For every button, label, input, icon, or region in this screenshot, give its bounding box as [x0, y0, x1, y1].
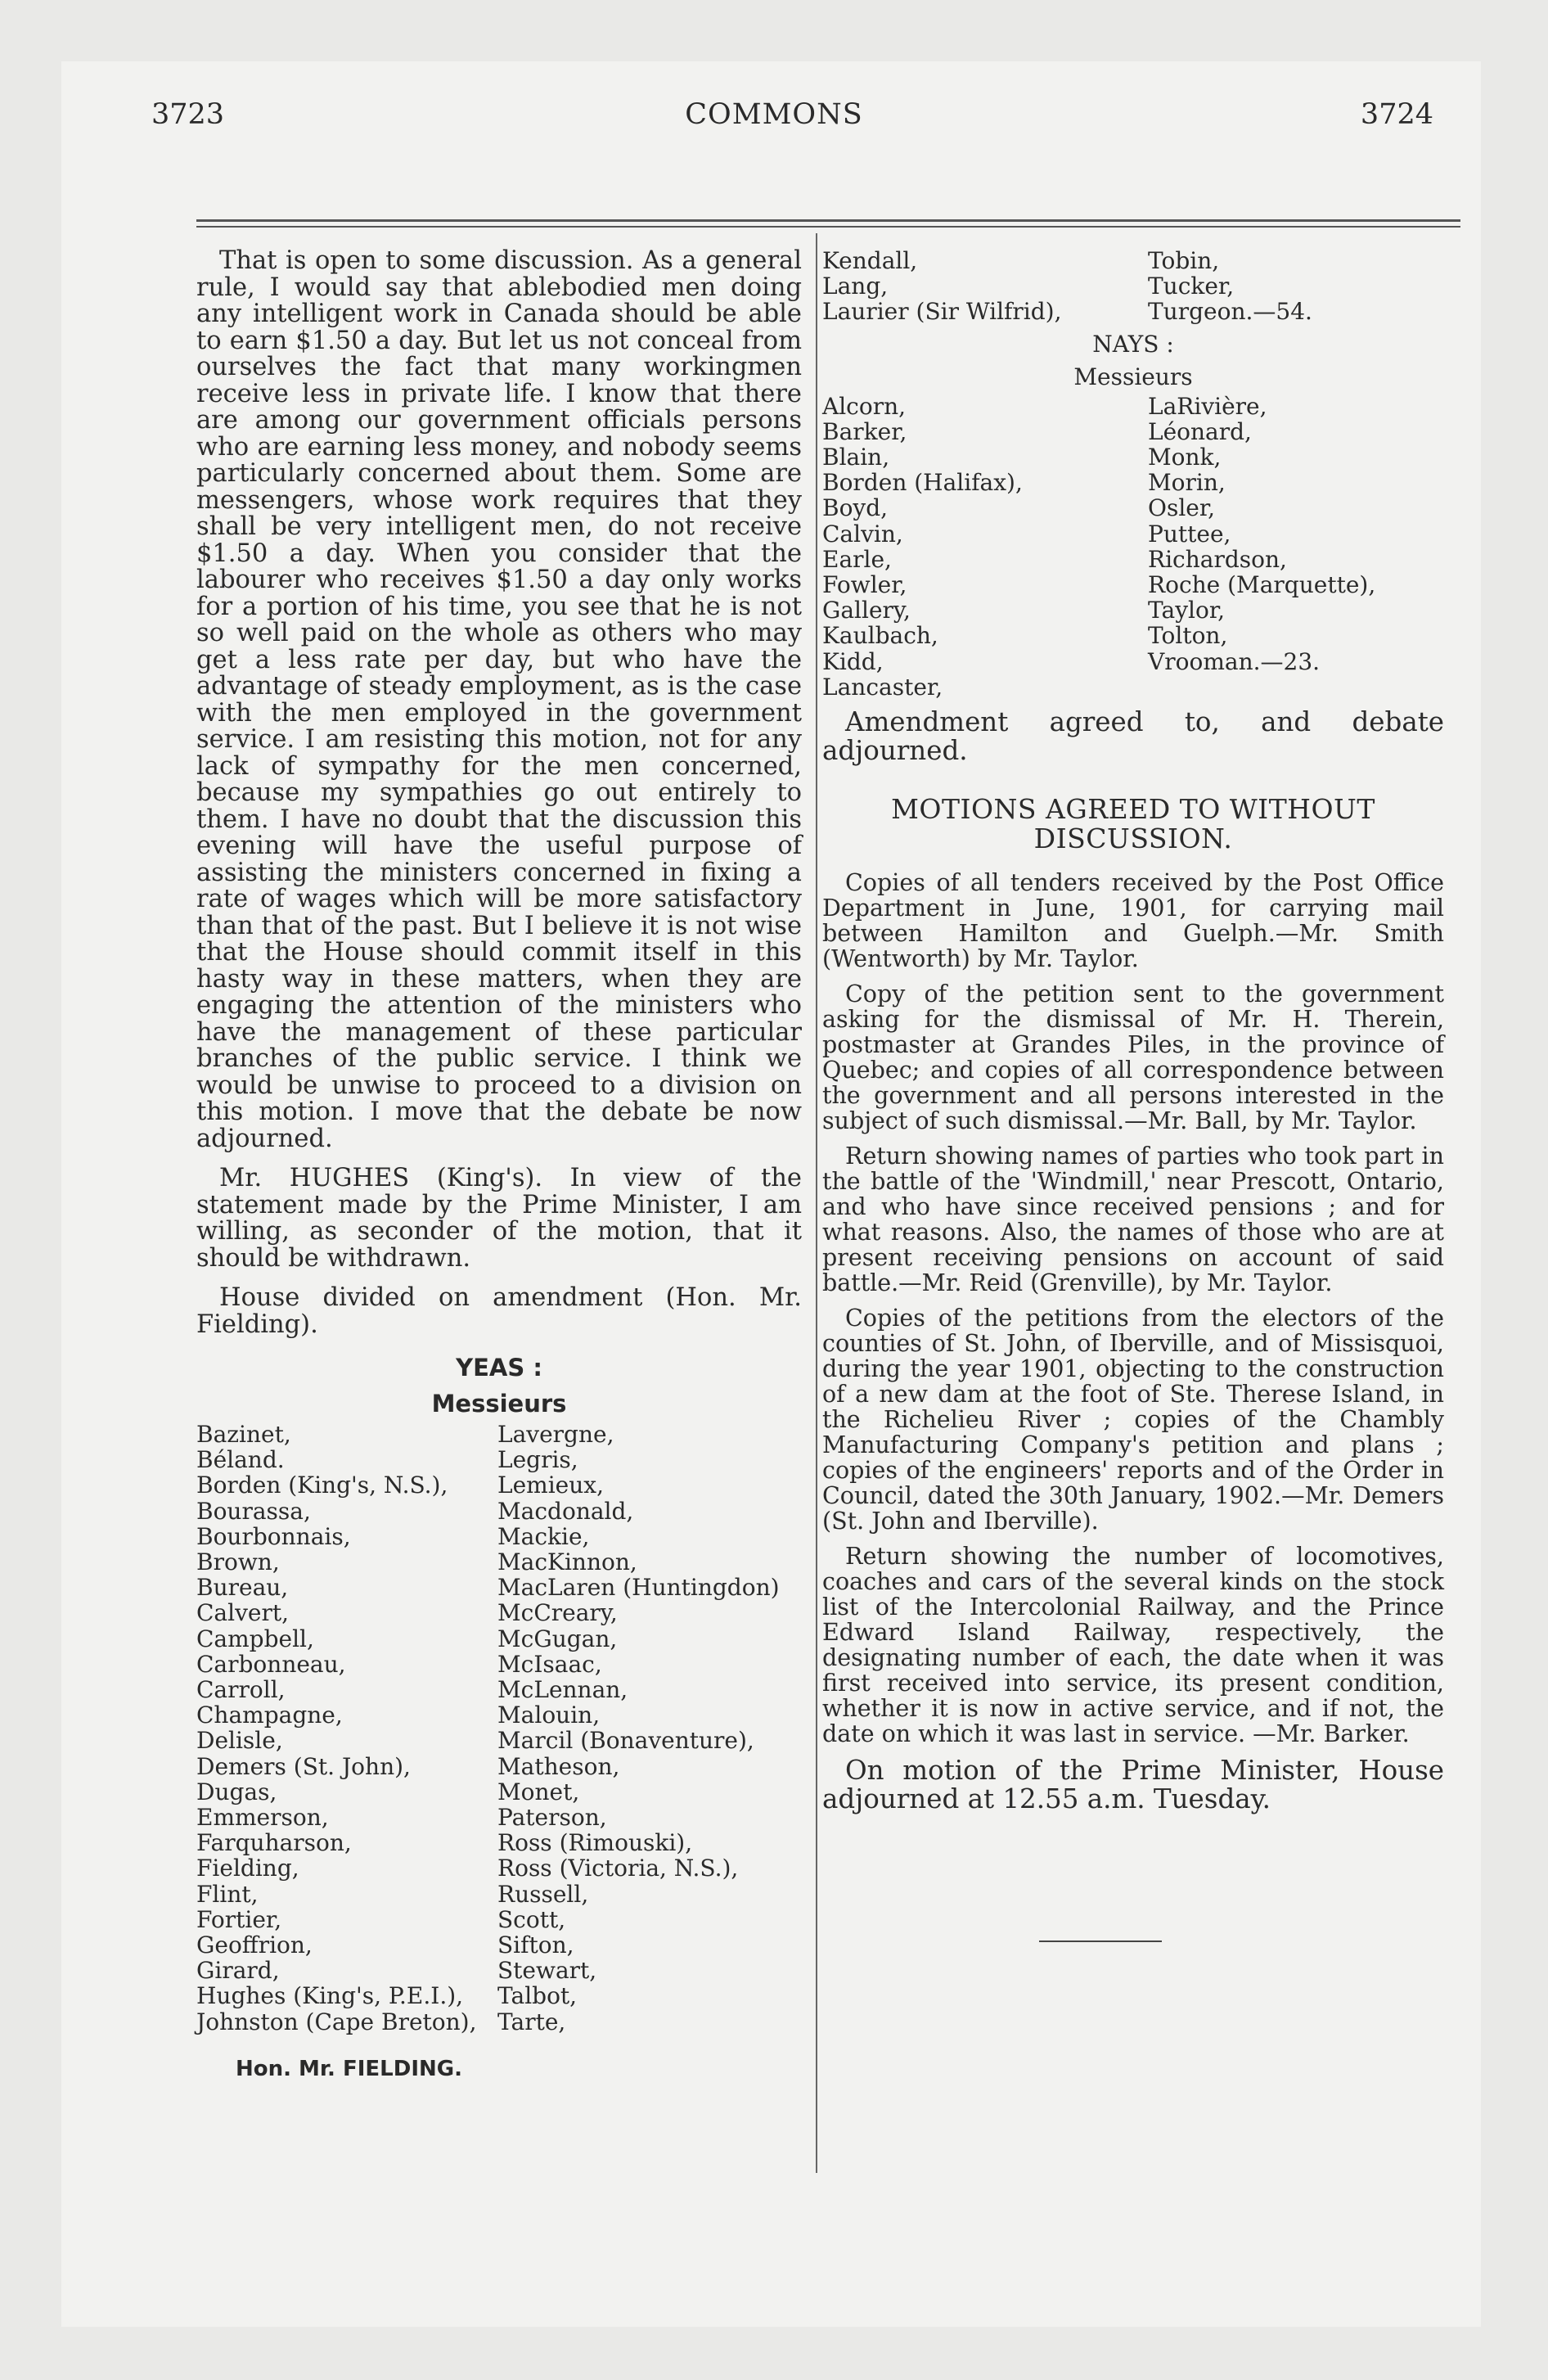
- member-name: Fowler,: [822, 571, 907, 599]
- member-name: Tarte,: [497, 2008, 566, 2035]
- right-column: [822, 248, 1444, 1942]
- hughes-paragraph: [196, 1165, 802, 1272]
- member-name: Bazinet,: [196, 1421, 291, 1448]
- member-name: Russell,: [497, 1880, 589, 1908]
- member-name: Kidd,: [822, 647, 884, 675]
- yeas-list: [196, 1422, 802, 2035]
- column-divider: [816, 233, 817, 2173]
- nays-column-1: [822, 394, 1148, 700]
- page-number-left: 3723: [151, 98, 225, 131]
- member-name: Kaulbach,: [822, 622, 938, 650]
- member-name: Champagne,: [196, 1702, 343, 1729]
- end-rule: [1039, 1941, 1162, 1942]
- left-column: [196, 248, 802, 2082]
- member-name: LaRivière,: [1148, 392, 1267, 420]
- member-name: Mackie,: [497, 1522, 590, 1550]
- member-name: Stewart,: [497, 1957, 597, 1985]
- member-name: Fielding,: [196, 1855, 299, 1882]
- member-name: Fortier,: [196, 1905, 282, 1933]
- motion-item: Copy of the petition sent to the government asking for the dismissal of Mr. H. Therein, postmaster at Grandes Piles, in the province of Quebec; and copies of all correspondence between the government and all persons interested in the subject of such dismissal.—Mr. Ball, by Mr. Taylor.: [822, 980, 1444, 1135]
- adjournment-paragraph: On motion of the Prime Minister, House adjourned at 12.55 a.m. Tuesday.: [822, 1755, 1444, 1815]
- member-name: Borden (Halifax),: [822, 469, 1023, 497]
- member-name: Monet,: [497, 1778, 580, 1805]
- member-name: Hughes (King's, P.E.I.),: [196, 1982, 464, 2010]
- member-name: Bourassa,: [196, 1497, 311, 1525]
- yeas-continued-column-1: [822, 248, 1148, 325]
- member-name: Emmerson,: [196, 1804, 329, 1832]
- nays-column-2: [1148, 394, 1444, 700]
- running-head: COMMONS: [685, 98, 863, 131]
- teller-name: Hon. Mr. FIELDING.: [236, 2056, 462, 2081]
- member-name: Tobin,: [1148, 247, 1220, 274]
- member-name: Léonard,: [1148, 417, 1252, 445]
- motion-item: Copies of the petitions from the electors of the counties of St. John, of Iberville, and of Missisquoi, during the year 1901, objecting to the construction of a new dam at the foot of Ste. Therese Island, in the Richelieu River ; copies of the Chambly Manufacturing Company's petition and plans ; copies of the engineers' reports and of the Order in Council, dated the 30th January, 1902.—Mr. Demers (St. John and Iberville).: [822, 1305, 1444, 1535]
- hughes-text: In view of the statement made by the Prime Minister, I am willing, as seconder of the motion, that it should be withdrawn.: [196, 1164, 802, 1273]
- member-name: Blain,: [822, 444, 890, 471]
- member-name: Geoffrion,: [196, 1931, 313, 1959]
- member-name: Taylor,: [1148, 597, 1226, 624]
- member-name: Lemieux,: [497, 1472, 604, 1499]
- member-name: Morin,: [1148, 469, 1226, 497]
- member-name: McLennan,: [497, 1676, 628, 1704]
- member-name: Marcil (Bonaventure),: [497, 1727, 754, 1755]
- member-name: Earle,: [822, 545, 892, 573]
- member-name: Talbot,: [497, 1982, 578, 2010]
- yeas-subheading: Messieurs: [431, 1390, 567, 1418]
- header-rule-thin: [196, 226, 1460, 228]
- member-name: Ross (Rimouski),: [497, 1829, 693, 1857]
- member-name: Malouin,: [497, 1702, 601, 1729]
- member-name: McIsaac,: [497, 1650, 602, 1678]
- member-name: Carroll,: [196, 1676, 286, 1704]
- speaker-name: Mr. HUGHES (King's).: [219, 1164, 543, 1192]
- member-name: Bourbonnais,: [196, 1522, 351, 1550]
- member-name: Boyd,: [822, 494, 889, 522]
- member-name: Kendall,: [822, 247, 918, 274]
- member-name: Lancaster,: [822, 673, 943, 701]
- member-name: Farquharson,: [196, 1829, 352, 1857]
- member-name: Brown,: [196, 1548, 280, 1576]
- member-name: McGugan,: [497, 1625, 618, 1652]
- member-name: Richardson,: [1148, 545, 1287, 573]
- member-name: Tolton,: [1148, 622, 1228, 650]
- member-name: Turgeon.—54.: [1148, 298, 1312, 326]
- member-name: Monk,: [1148, 444, 1222, 471]
- section-heading: MOTIONS AGREED TO WITHOUT DISCUSSION.: [891, 793, 1375, 855]
- member-name: Vrooman.—23.: [1148, 647, 1321, 675]
- member-name: Ross (Victoria, N.S.),: [497, 1855, 739, 1882]
- member-name: Matheson,: [497, 1752, 620, 1780]
- header-rule: [196, 219, 1460, 222]
- member-name: Tucker,: [1148, 273, 1235, 300]
- member-name: Demers (St. John),: [196, 1752, 411, 1780]
- member-name: Macdonald,: [497, 1497, 634, 1525]
- member-name: Delisle,: [196, 1727, 283, 1755]
- nays-list: [822, 394, 1444, 700]
- yeas-column-1: [196, 1422, 497, 2035]
- amendment-result: Amendment agreed to, and debate adjourned.: [822, 706, 1444, 767]
- member-name: Roche (Marquette),: [1148, 571, 1376, 599]
- speech-paragraph: That is open to some discussion. As a general rule, I would say that ablebodied men doing any intelligent work in Canada should be able to earn $1.50 a day. But let us not conceal from ourselves the fact that many workingmen receive less in private life. I know that there are among our government officials persons who are earning less money, and nobody seems particularly concerned about them. Some are messengers, whose work requires that they shall be very intelligent men, do not receive $1.50 a day. When you consider that the labourer who receives $1.50 a day only works for a portion of his time, you see that he is not so well paid on the whole as others who may get a less rate per day, but who have the advantage of steady employment, as is the case with the men employed in the government service. I am resisting this motion, not for any lack of sympathy for the men concerned, because my sympathies go out entirely to them. I have no doubt that the discussion this evening will have the useful purpose of assisting the ministers concerned in fixing a rate of wages which will be more satisfactory than that of the past. But I believe it is not wise that the House should commit itself in this hasty way in these matters, when they are engaging the attention of the ministers who have the management of these particular branches of the public service. I think we would be unwise to proceed to a division on this motion. I move that the debate be now adjourned.: [196, 246, 802, 1153]
- member-name: Alcorn,: [822, 392, 907, 420]
- member-name: Johnston (Cape Breton),: [196, 2008, 477, 2035]
- member-name: Flint,: [196, 1880, 259, 1908]
- member-name: Scott,: [497, 1905, 566, 1933]
- member-name: Gallery,: [822, 597, 911, 624]
- member-name: Paterson,: [497, 1804, 607, 1832]
- yeas-continued-list: [822, 248, 1444, 325]
- nays-subheading: Messieurs: [1073, 363, 1193, 390]
- motion-item: Return showing the number of locomotives, coaches and cars of the several kinds on the stock list of the Intercolonial Railway, and the Prince Edward Island Railway, respectively, the designating number of each, the date when it was first received into service, its present condition, whether it is now in active service, and if not, the date on which it was last in service. —Mr. Barker.: [822, 1543, 1444, 1748]
- member-name: Calvin,: [822, 520, 903, 548]
- member-name: MacKinnon,: [497, 1548, 637, 1576]
- page-number-right: 3724: [1360, 98, 1433, 131]
- member-name: Puttee,: [1148, 520, 1231, 548]
- motion-item: Copies of all tenders received by the Post Office Department in June, 1901, for carrying mail between Hamilton and Guelph.—Mr. Smith (Wentworth) by Mr. Taylor.: [822, 869, 1444, 973]
- member-name: Campbell,: [196, 1625, 314, 1652]
- member-name: Béland.: [196, 1446, 285, 1474]
- member-name: Calvert,: [196, 1599, 289, 1627]
- member-name: Bureau,: [196, 1574, 289, 1602]
- member-name: Carbonneau,: [196, 1650, 346, 1678]
- motion-item: Return showing names of parties who took part in the battle of the 'Windmill,' near Prescott, Ontario, and who have since received pensions ; and for what reasons. Also, the names of those who are at present receiving pensions on account of said battle.—Mr. Reid (Grenville), by Mr. Taylor.: [822, 1143, 1444, 1297]
- member-name: Osler,: [1148, 494, 1216, 522]
- member-name: Borden (King's, N.S.),: [196, 1472, 448, 1499]
- member-name: Legris,: [497, 1446, 578, 1474]
- member-name: McCreary,: [497, 1599, 618, 1627]
- nays-heading: NAYS :: [1092, 330, 1174, 358]
- member-name: Lavergne,: [497, 1421, 614, 1448]
- yeas-continued-column-2: [1148, 248, 1444, 325]
- member-name: Sifton,: [497, 1931, 574, 1959]
- yeas-column-2: [497, 1422, 802, 2035]
- member-name: Dugas,: [196, 1778, 277, 1805]
- member-name: Barker,: [822, 417, 907, 445]
- member-name: Girard,: [196, 1957, 280, 1985]
- division-paragraph: House divided on amendment (Hon. Mr. Fielding).: [196, 1283, 802, 1339]
- member-name: MacLaren (Huntingdon): [497, 1574, 780, 1602]
- member-name: Lang,: [822, 273, 889, 300]
- yeas-heading: YEAS :: [456, 1354, 542, 1382]
- member-name: Laurier (Sir Wilfrid),: [822, 298, 1062, 326]
